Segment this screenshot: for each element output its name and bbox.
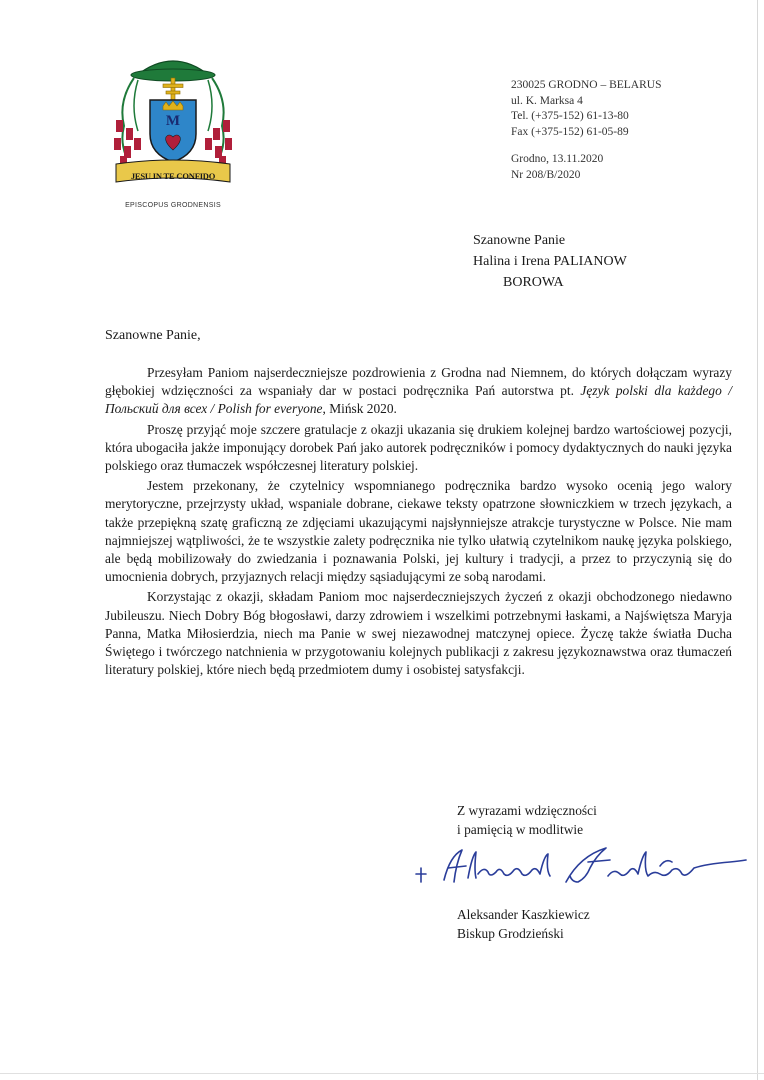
paragraph-1-end: , Mińsk 2020.: [322, 401, 397, 417]
signer-title: Biskup Grodzieński: [457, 926, 564, 941]
address-line-street: ul. K. Marksa 4: [511, 94, 583, 107]
scan-edge-right: [757, 0, 758, 1080]
paragraph-4: Korzystając z okazji, składam Paniom moc najserdeczniejszych życzeń z okazji obchodzonego niedawno Jubileuszu. Niech Dobry Bóg błogosławi, darzy zdrowiem i wszelkimi potrzebnymi łaskami, a Najświętsza Maryja Panna, Matka Miłosierdzia, niech ma Panie w swej niezawodnej matczynej opiece. Życzę także światła Ducha Świętego i twórczego natchnienia w przygotowaniu kolejnych publikacji z zakresu językoznawstwa oraz tłumaczeń literatury polskiej, które niech będą przedmiotem dumy i osobistej satysfakcji.: [105, 589, 732, 678]
shield-monogram: M: [165, 113, 181, 129]
address-line-phone: Tel. (+375-152) 61-13-80: [511, 110, 629, 122]
closing-line-1: Z wyrazami wdzięczności: [457, 803, 597, 818]
paragraph-1: [105, 364, 732, 419]
closing-line-2: i pamięcią w modlitwie: [457, 821, 584, 837]
coat-of-arms-caption: EPISCOPUS GRODNENSIS: [125, 202, 221, 209]
book-title: Język polski dla każdego / Польский для всех / Polish for everyone: [105, 383, 732, 417]
episcopal-coat-of-arms: [108, 46, 238, 216]
signer-block: [457, 905, 590, 943]
letter-date: Grodno, 13.11.2020: [511, 153, 604, 165]
paragraph-3: Jestem przekonany, że czytelnicy wspomnianego podręcznika bardzo wysoko ocenią jego walory merytoryczne, przejrzysty układ, wspaniale dobrane, ciekawe teksty opatrzone słowniczkiem w trzech językach, a także przepiękną szatę graficzną ze zdjęciami ukazującymi najsłynniejsze atrakcje turystyczne w Polsce. Nie mam najmniejszej wątpliwości, że te wszystkie zalety podręcznika nie tylko ułatwią czytelnikom naukę języka polskiego, ale będą mobilizowały do zwiedzania i poznawania Polski, jej kultury i tradycji, a przez to przyczynią się do umocnienia dobrych, przyjaznych relacji między sąsiadującymi ze sobą narodami.: [105, 478, 732, 585]
scan-edge-bottom: [0, 1073, 764, 1074]
address-line-city: 230025 GRODNO – BELARUS: [511, 79, 662, 91]
signer-name: Aleksander Kaszkiewicz: [457, 907, 590, 922]
recipient-surname: BOROWA: [503, 275, 564, 290]
handwritten-signature: [410, 826, 750, 896]
sender-address: [511, 78, 741, 140]
paragraph-1-text: Przesyłam Paniom najserdeczniejsze pozdrowienia z Grodna nad Niemnem, do których dołączam wyrazy głębokiej wdzięczności za wspaniały dar w postaci podręcznika Pań autorstwa pt.: [105, 365, 732, 399]
recipient-greeting: Szanowne Panie: [473, 233, 566, 248]
letter-body: [105, 364, 732, 679]
signature-icon: [410, 826, 750, 896]
paragraph-2: Proszę przyjąć moje szczere gratulacje z okazji ukazania się drukiem kolejnej bardzo wartościowej pozycji, która ubogaciła jakże imponujący dorobek Pań jako autorek podręczników i pomocy dydaktycznych do nauki języka polskiego oraz tłumaczek współczesnej literatury polskiej.: [105, 421, 732, 474]
salutation: Szanowne Panie,: [105, 328, 201, 343]
recipient-block: [473, 230, 733, 293]
address-line-fax: Fax (+375-152) 61-05-89: [511, 125, 629, 138]
letter-reference-number: Nr 208/B/2020: [511, 168, 581, 181]
coat-of-arms-motto: JESU IN TE CONFIDO: [130, 171, 216, 181]
recipient-names: Halina i Irena PALIANOW: [473, 254, 627, 269]
dateline: [511, 152, 741, 183]
